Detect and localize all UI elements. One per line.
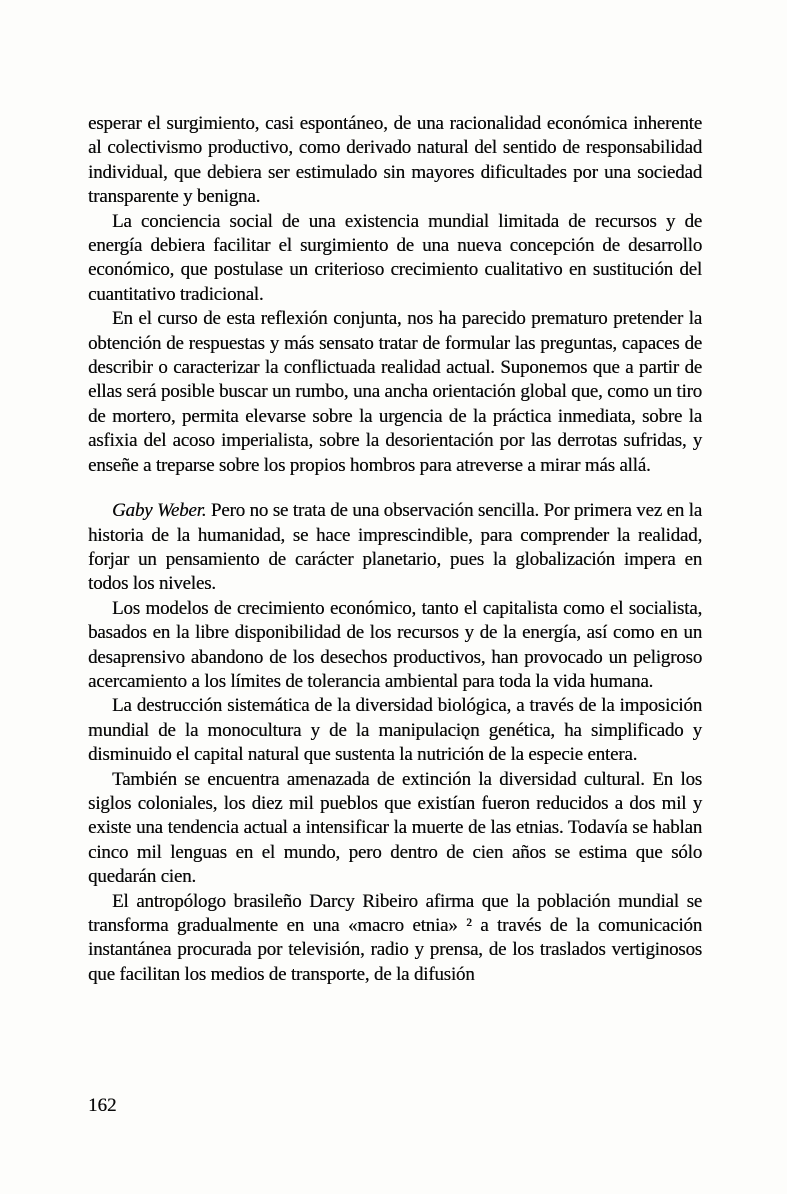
- page-number: 162: [88, 1095, 117, 1116]
- paragraph-text: También se encuentra amenazada de extinción la diversidad cultural. En los siglos coloniales, los diez mil pueblos que existían fueron reducidos a dos mil y existe una tendencia actual a intensificar la muerte de las etnias. Todavía se hablan cinco mil lenguas en el mundo, pero dentro de cien años se estima que sólo quedarán cien.: [88, 768, 702, 888]
- paragraph-text: El antropólogo brasileño Darcy Ribeiro afirma que la población mundial se transforma gradualmente en una «macro etnia» ² a través de la comunicación instantánea procurada por televisión, radio y prensa, de los traslados vertiginosos que facilitan los medios de transporte, de la difusión: [88, 890, 702, 985]
- paragraph-text: Pero no se trata de una observación sencilla. Por primera vez en la historia de la humanidad, se hace imprescindible, para comprender la realidad, forjar un pensamiento de carácter planetario, pues la globalización impera en todos los niveles.: [88, 500, 702, 595]
- paragraph-text: La conciencia social de una existencia mundial limitada de recursos y de energía debiera facilitar el surgimiento de una nueva concepción de desarrollo económico, que postulase un criterioso crecimiento cualitativo en sustitución del cuantitativo tradicional.: [88, 210, 702, 305]
- paragraph: [88, 210, 702, 308]
- paragraph: [88, 694, 702, 767]
- paragraph-text: La destrucción sistemática de la diversidad biológica, a través de la imposición mundial de la monocultura y de la manipulaciǫn genética, ha simplificado y disminuido el capital natural que sustenta la nutrición de la especie entera.: [88, 695, 702, 766]
- paragraph-text: En el curso de esta reflexión conjunta, nos ha parecido prematuro pretender la obtención de respuestas y más sensato tratar de formular las preguntas, capaces de describir o caracterizar la conflictuada realidad actual. Suponemos que a partir de ellas será posible buscar un rumbo, una ancha orientación global que, como un tiro de mortero, permita elevarse sobre la urgencia de la práctica inmediata, sobre la asfixia del acoso imperialista, sobre la desorientación por las derrotas sufridas, y enseñe a treparse sobre los propios hombros para atreverse a mirar más allá.: [88, 308, 702, 476]
- paragraph: [88, 307, 702, 478]
- page-text-block: [88, 112, 702, 987]
- paragraph: [88, 890, 702, 988]
- speaker-name: Gaby Weber.: [112, 500, 207, 522]
- paragraph: [88, 597, 702, 695]
- paragraph: [88, 499, 702, 597]
- paragraph-text: esperar el surgimiento, casi espontáneo, de una racionalidad económica inherente al colectivismo productivo, como derivado natural del sentido de responsabilidad individual, que debiera ser estimulado sin mayores dificultades por una sociedad transparente y benigna.: [88, 113, 702, 208]
- paragraph: [88, 112, 702, 210]
- paragraph: [88, 768, 702, 890]
- paragraph-text: Los modelos de crecimiento económico, tanto el capitalista como el socialista, basados en la libre disponibilidad de los recursos y de la energía, así como en un desaprensivo abandono de los desechos productivos, han provocado un peligroso acercamiento a los límites de tolerancia ambiental para toda la vida humana.: [88, 597, 702, 692]
